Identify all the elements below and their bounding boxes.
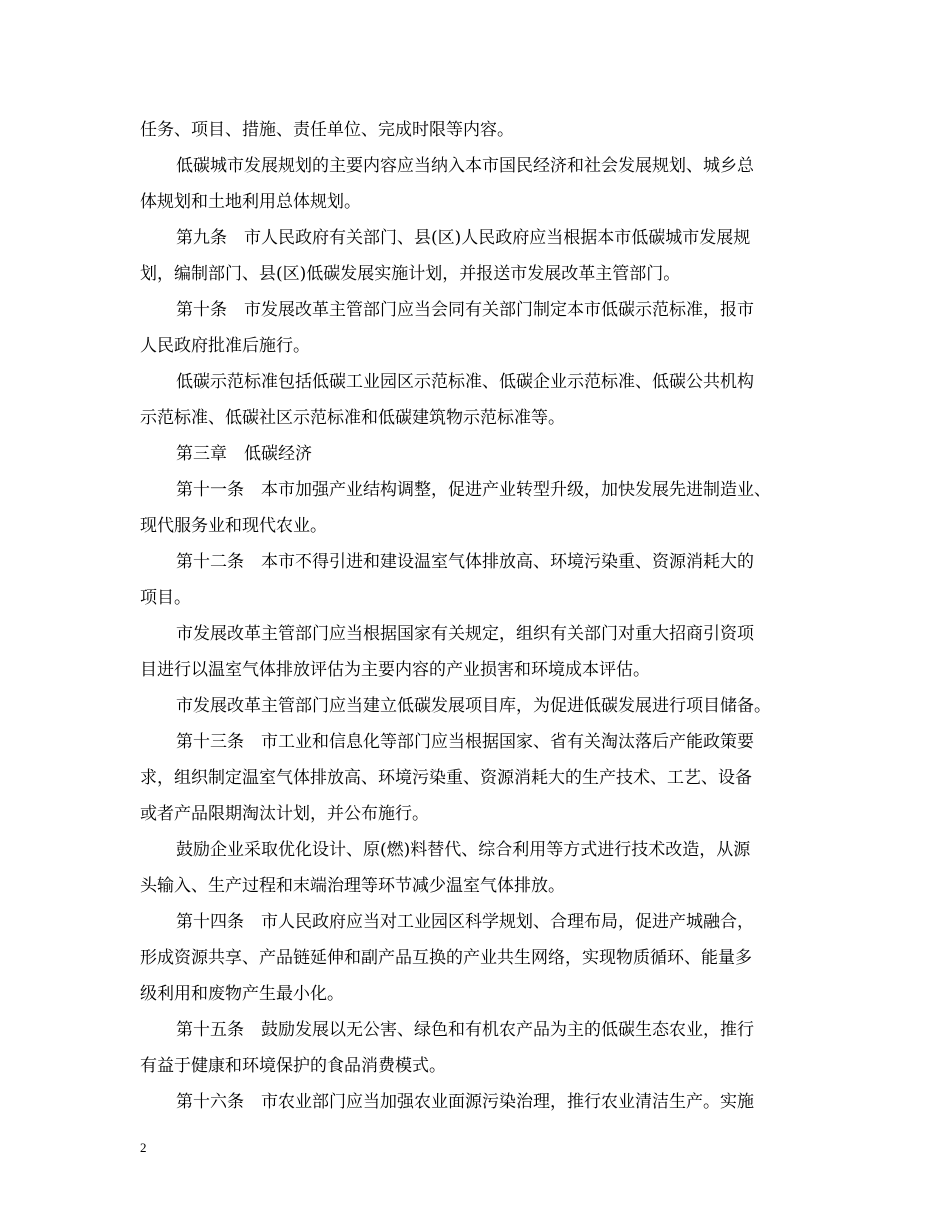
- text-line: 第十一条 本市加强产业结构调整，促进产业转型升级，加快发展先进制造业、: [176, 480, 771, 500]
- text-line: 示范标准、低碳社区示范标准和低碳建筑物示范标准等。: [140, 408, 565, 428]
- text-line: 第十二条 本市不得引进和建设温室气体排放高、环境污染重、资源消耗大的: [176, 552, 754, 572]
- text-line: 低碳示范标准包括低碳工业园区示范标准、低碳企业示范标准、低碳公共机构: [176, 372, 754, 392]
- text-line: 任务、项目、措施、责任单位、完成时限等内容。: [140, 120, 514, 140]
- page-number: 2: [140, 1140, 147, 1155]
- text-line: 第十三条 市工业和信息化等部门应当根据国家、省有关淘汰落后产能政策要: [176, 732, 754, 752]
- text-line: 项目。: [140, 588, 191, 608]
- text-line: 鼓励企业采取优化设计、原(燃)料替代、综合利用等方式进行技术改造，从源: [176, 840, 751, 860]
- text-line: 体规划和土地利用总体规划。: [140, 192, 361, 212]
- text-line: 头输入、生产过程和末端治理等环节减少温室气体排放。: [140, 876, 565, 896]
- text-line: 低碳城市发展规划的主要内容应当纳入本市国民经济和社会发展规划、城乡总: [176, 156, 754, 176]
- text-line: 第九条 市人民政府有关部门、县(区)人民政府应当根据本市低碳城市发展规: [176, 228, 751, 248]
- document-body: [140, 112, 830, 1120]
- text-line: 第三章 低碳经济: [176, 444, 312, 464]
- text-line: 市发展改革主管部门应当建立低碳发展项目库，为促进低碳发展进行项目储备。: [176, 696, 771, 716]
- text-line: 有益于健康和环境保护的食品消费模式。: [140, 1056, 446, 1076]
- text-line: 或者产品限期淘汰计划，并公布施行。: [140, 804, 429, 824]
- text-line: 人民政府批准后施行。: [140, 336, 310, 356]
- text-line: 第十条 市发展改革主管部门应当会同有关部门制定本市低碳示范标准，报市: [176, 300, 754, 320]
- text-line: 级利用和废物产生最小化。: [140, 984, 344, 1004]
- text-line: 形成资源共享、产品链延伸和副产品互换的产业共生网络，实现物质循环、能量多: [140, 948, 752, 968]
- text-line: 第十五条 鼓励发展以无公害、绿色和有机农产品为主的低碳生态农业，推行: [176, 1020, 754, 1040]
- text-line: 目进行以温室气体排放评估为主要内容的产业损害和环境成本评估。: [140, 660, 650, 680]
- text-line: 市发展改革主管部门应当根据国家有关规定，组织有关部门对重大招商引资项: [176, 624, 754, 644]
- text-line: 第十六条 市农业部门应当加强农业面源污染治理，推行农业清洁生产。实施: [176, 1092, 754, 1112]
- text-line: 划，编制部门、县(区)低碳发展实施计划，并报送市发展改革主管部门。: [140, 264, 681, 284]
- text-line: 现代服务业和现代农业。: [140, 516, 327, 536]
- text-line: 求，组织制定温室气体排放高、环境污染重、资源消耗大的生产技术、工艺、设备: [140, 768, 752, 788]
- text-line: 第十四条 市人民政府应当对工业园区科学规划、合理布局，促进产城融合，: [176, 912, 754, 932]
